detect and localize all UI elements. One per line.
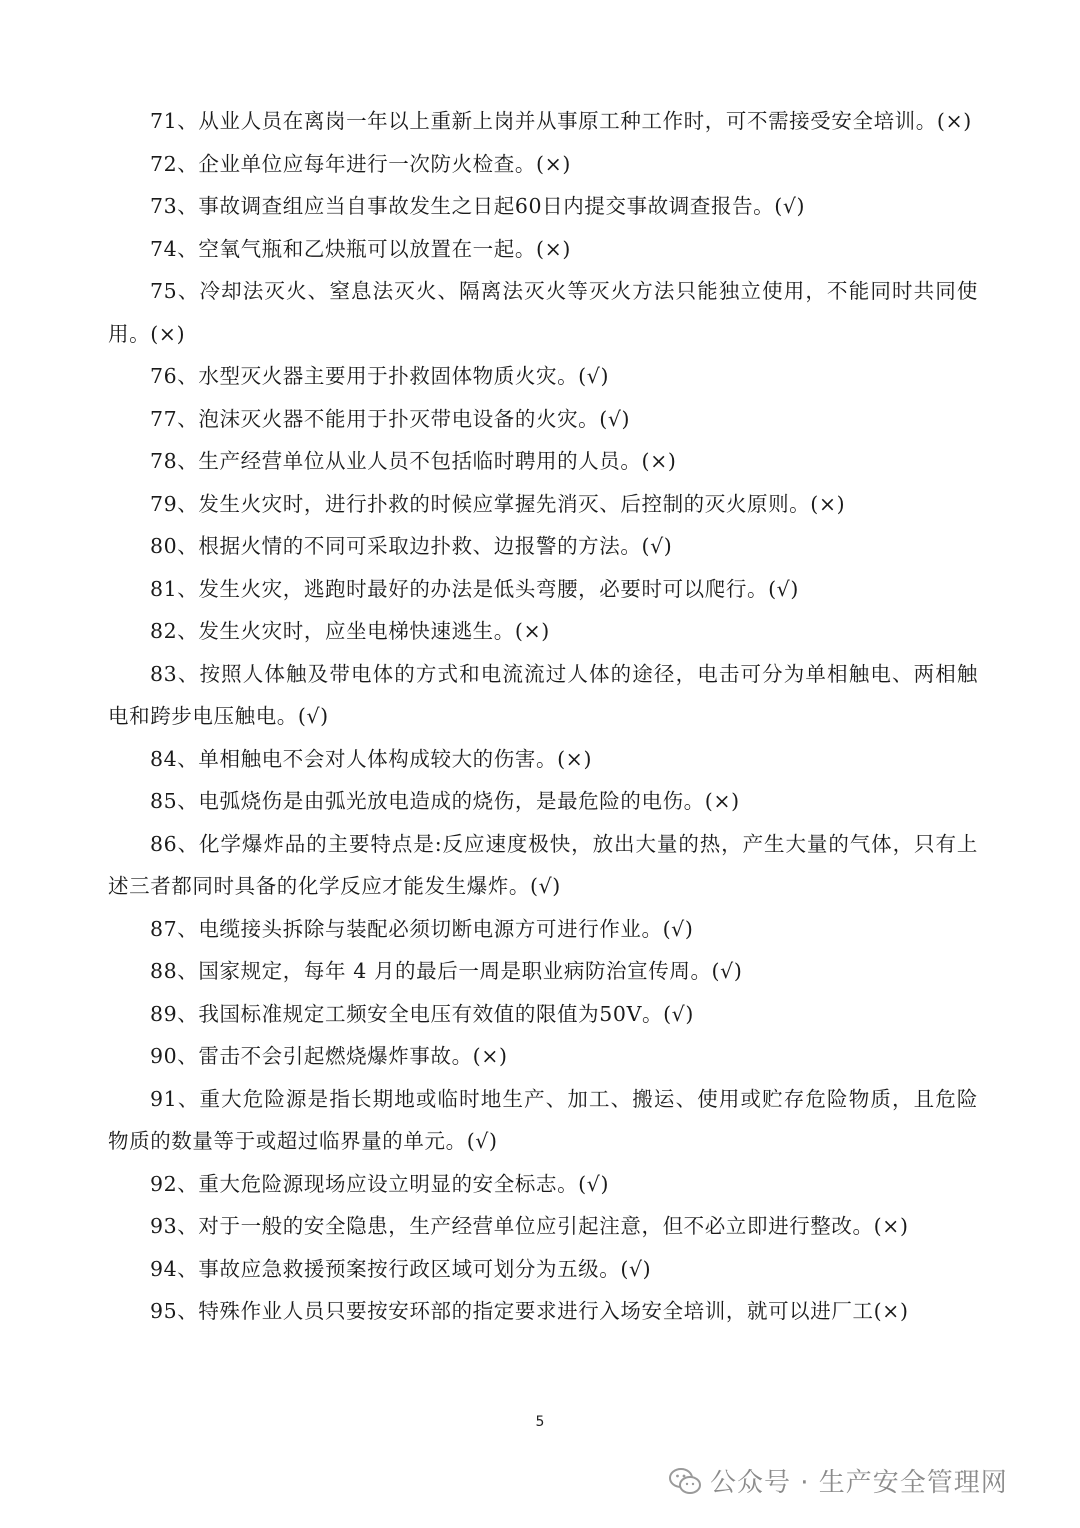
list-item: 86、化学爆炸品的主要特点是:反应速度极快，放出大量的热，产生大量的气体，只有上述三者都同时具备的化学反应才能发生爆炸。(√)	[108, 831, 978, 898]
list-item: 95、特殊作业人员只要按安环部的指定要求进行入场安全培训，就可以进厂工(×)	[150, 1299, 909, 1323]
page-number: 5	[535, 1414, 545, 1430]
list-item: 78、生产经营单位从业人员不包括临时聘用的人员。(×)	[150, 449, 677, 473]
list-item: 94、事故应急救援预案按行政区域可划分为五级。(√)	[150, 1256, 652, 1281]
list-item: 84、单相触电不会对人体构成较大的伤害。(×)	[150, 746, 593, 771]
list-item: 92、重大危险源现场应设立明显的安全标志。(√)	[150, 1171, 610, 1196]
list-item: 90、雷击不会引起燃烧爆炸事故。(×)	[150, 1044, 508, 1068]
list-item: 79、发生火灾时，进行扑救的时候应掌握先消灭、后控制的灭火原则。(×)	[150, 491, 846, 516]
list-item: 80、根据火情的不同可采取边扑救、边报警的方法。(√)	[150, 534, 673, 558]
list-item: 85、电弧烧伤是由弧光放电造成的烧伤，是最危险的电伤。(×)	[150, 789, 740, 813]
list-item: 88、国家规定，每年 4 月的最后一周是职业病防治宣传周。(√)	[150, 959, 743, 983]
list-item: 89、我国标准规定工频安全电压有效值的限值为50V。(√)	[150, 1001, 694, 1026]
list-item: 77、泡沫灭火器不能用于扑灭带电设备的火灾。(√)	[150, 406, 631, 431]
list-item: 74、空氧气瓶和乙炔瓶可以放置在一起。(×)	[150, 236, 571, 261]
list-item: 75、冷却法灭火、窒息法灭火、隔离法灭火等灭火方法只能独立使用，不能同时共同使用。(×)	[108, 279, 978, 346]
watermark	[668, 1462, 1008, 1499]
list-item: 91、重大危险源是指长期地或临时地生产、加工、搬运、使用或贮存危险物质，且危险物质的数量等于或超过临界量的单元。(√)	[108, 1086, 978, 1153]
list-item: 93、对于一般的安全隐患，生产经营单位应引起注意，但不必立即进行整改。(×)	[150, 1214, 909, 1238]
watermark-text: 公众号 · 生产安全管理网	[710, 1468, 1008, 1498]
list-item: 87、电缆接头拆除与装配必须切断电源方可进行作业。(√)	[150, 916, 694, 941]
list-item: 81、发生火灾，逃跑时最好的办法是低头弯腰，必要时可以爬行。(√)	[150, 576, 799, 601]
document-body	[108, 100, 978, 1333]
list-item: 83、按照人体触及带电体的方式和电流流过人体的途径，电击可分为单相触电、两相触电和跨步电压触电。(√)	[108, 661, 978, 728]
list-item: 72、企业单位应每年进行一次防火检查。(×)	[150, 151, 571, 176]
list-item: 76、水型灭火器主要用于扑救固体物质火灾。(√)	[150, 364, 610, 388]
list-item: 73、事故调查组应当自事故发生之日起60日内提交事故调查报告。(√)	[150, 194, 806, 218]
list-item: 71、从业人员在离岗一年以上重新上岗并从事原工种工作时，可不需接受安全培训。(×)	[150, 109, 972, 133]
wechat-icon	[668, 1466, 702, 1496]
list-item: 82、发生火灾时，应坐电梯快速逃生。(×)	[150, 619, 550, 643]
